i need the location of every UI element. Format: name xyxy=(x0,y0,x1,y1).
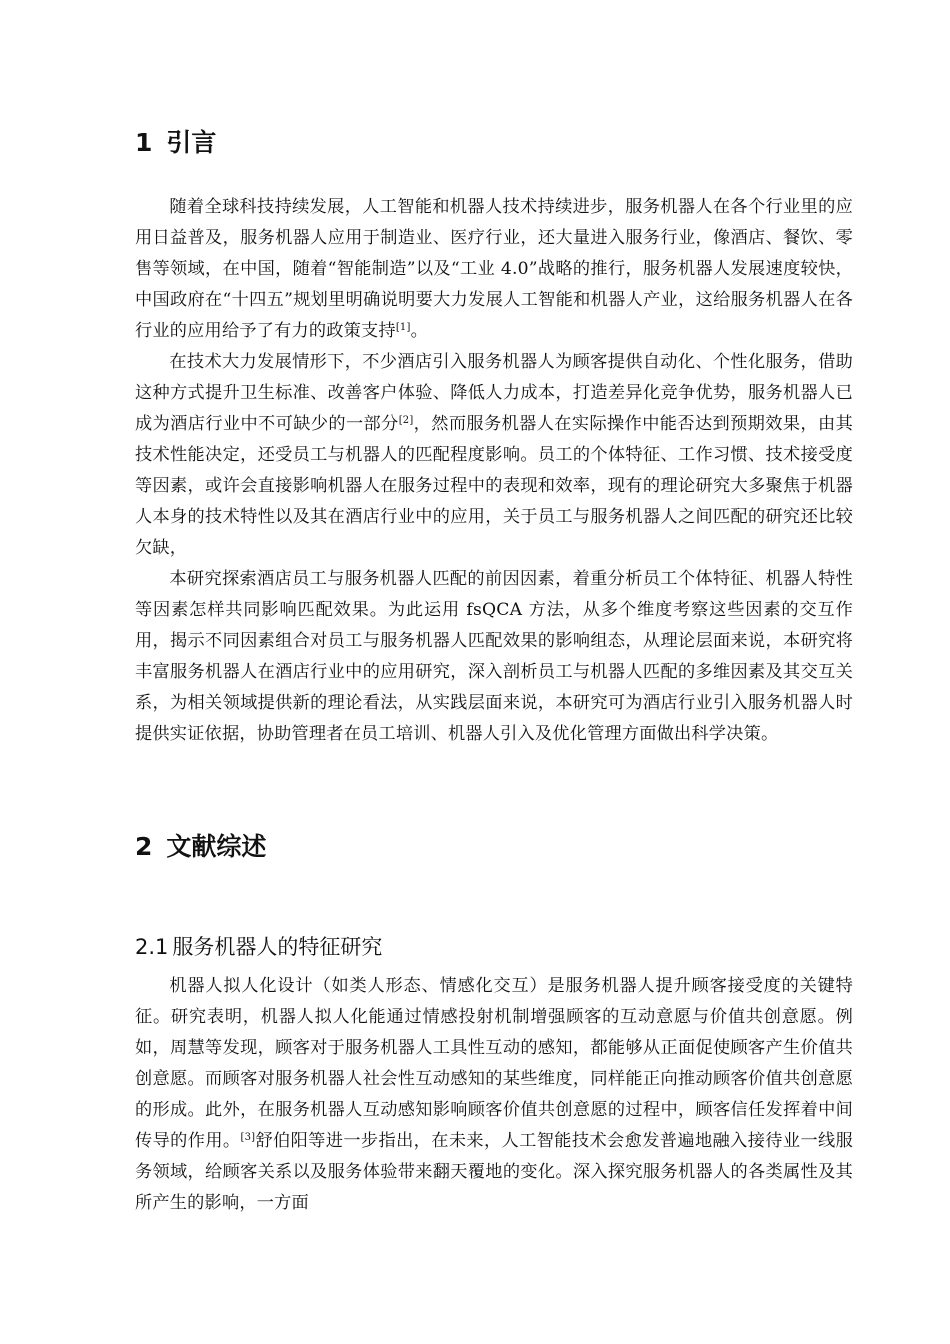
section-1-paragraph-2: 在技术大力发展情形下，不少酒店引入服务机器人为顾客提供自动化、个性化服务，借助这种方式提升卫生标准、改善客户体验、降低人力成本，打造差异化竞争优势，服务机器人已成为酒店行业中不可缺少的一部分[2]，然而服务机器人在实际操作中能否达到预期效果，由其技术性能决定，还受员工与机器人的匹配程度影响。员工的个体特征、工作习惯、技术接受度等因素，或许会直接影响机器人在服务过程中的表现和效率，现有的理论研究大多聚焦于机器人本身的技术特性以及其在酒店行业中的应用，关于员工与服务机器人之间匹配的研究还比较欠缺， xyxy=(135,352,853,558)
section-2-title: 文献综述 xyxy=(166,832,267,861)
citation-2: [2] xyxy=(398,415,414,426)
section-2-number: 2 xyxy=(135,832,153,861)
section-2-1-paragraph-1: 机器人拟人化设计（如类人形态、情感化交互）是服务机器人提升顾客接受度的关键特征。研究表明，机器人拟人化能通过情感投射机制增强顾客的互动意愿与价值共创意愿。例如，周慧等发现，顾客对于服务机器人工具性互动的感知，都能够从正面促使顾客产生价值共创意愿。而顾客对服务机器人社会性互动感知的某些维度，同样能正向推动顾客价值共创意愿的形成。此外，在服务机器人互动感知影响顾客价值共创意愿的过程中，顾客信任发挥着中间传导的作用。[3]舒伯阳等进一步指出，在未来，人工智能技术会愈发普遍地融入接待业一线服务领域，给顾客关系以及服务体验带来翻天覆地的变化。深入探究服务机器人的各类属性及其所产生的影响，一方面 xyxy=(135,976,853,1213)
section-1-title: 引言 xyxy=(166,128,217,157)
section-2-1-title: 服务机器人的特征研究 xyxy=(172,935,383,959)
section-2-1-number: 2.1 xyxy=(135,935,169,959)
section-1-paragraph-3: 本研究探索酒店员工与服务机器人匹配的前因因素，着重分析员工个体特征、机器人特性等因素怎样共同影响匹配效果。为此运用 fsQCA 方法，从多个维度考察这些因素的交互作用，揭示不同因素组合对员工与服务机器人匹配效果的影响组态，从理论层面来说，本研究将丰富服务机器人在酒店行业中的应用研究，深入剖析员工与机器人匹配的多维因素及其交互关系，为相关领域提供新的理论看法，从实践层面来说，本研究可为酒店行业引入服务机器人时提供实证依据，协助管理者在员工培训、机器人引入及优化管理方面做出科学决策。 xyxy=(135,569,853,744)
section-2-heading xyxy=(135,832,266,862)
section-1-paragraph-1: 随着全球科技持续发展，人工智能和机器人技术持续进步，服务机器人在各个行业里的应用日益普及，服务机器人应用于制造业、医疗行业，还大量进入服务行业，像酒店、餐饮、零售等领域，在中国，随着“智能制造”以及“工业 4.0”战略的推行，服务机器人发展速度较快，中国政府在“十四五”规划里明确说明要大力发展人工智能和机器人产业，这给服务机器人在各行业的应用给予了有力的政策支持[1]。 xyxy=(135,197,853,341)
section-1-heading xyxy=(135,128,216,158)
citation-3: [3] xyxy=(240,1132,256,1143)
section-2-1-heading xyxy=(135,933,382,961)
citation-1: [1] xyxy=(395,322,411,333)
section-1-number: 1 xyxy=(135,128,153,157)
